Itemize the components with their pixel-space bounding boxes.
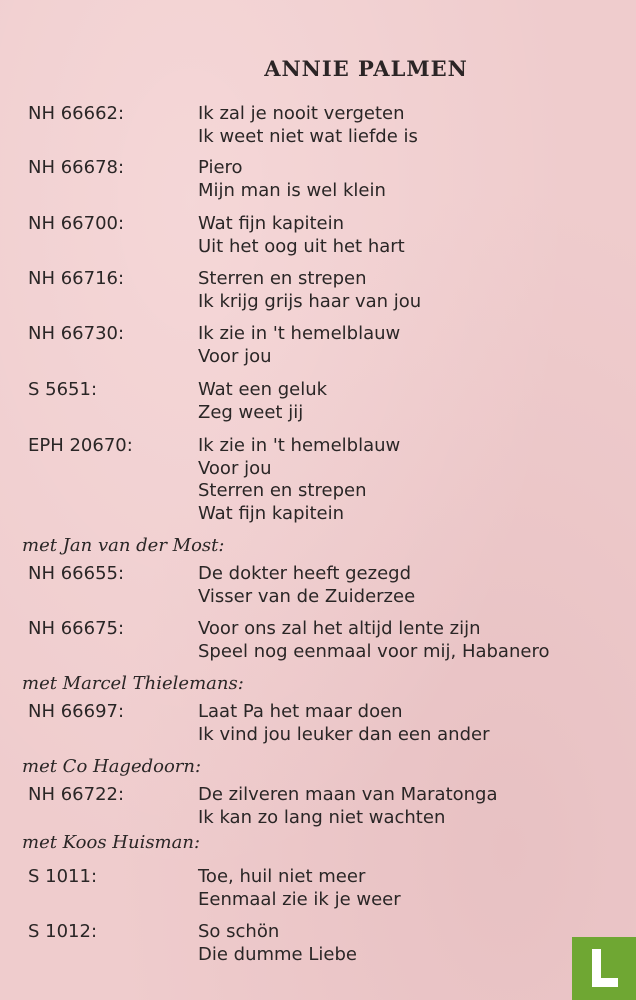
- song-title: Voor ons zal het altijd lente zijn: [198, 618, 481, 639]
- song-title: Ik zal je nooit vergeten: [198, 103, 405, 124]
- section-heading: met Co Hagedoorn:: [22, 756, 202, 777]
- catalog-number: S 1011:: [28, 866, 98, 887]
- song-list: [198, 268, 421, 313]
- section-heading: met Koos Huisman:: [22, 832, 201, 853]
- catalog-number: NH 66697:: [28, 701, 125, 722]
- song-title: Zeg weet jij: [198, 401, 304, 423]
- lastdodo-logo: [572, 937, 636, 1000]
- song-list: [198, 701, 489, 746]
- song-list: [198, 323, 400, 368]
- catalog-number: NH 66700:: [28, 213, 125, 234]
- song-title: Die dumme Liebe: [198, 943, 357, 965]
- page-title: ANNIE PALMEN: [264, 56, 468, 81]
- song-title: Ik zie in 't hemelblauw: [198, 435, 401, 456]
- song-title: Piero: [198, 157, 243, 178]
- song-title: Wat een geluk: [198, 379, 328, 400]
- catalog-number: S 5651:: [28, 379, 98, 400]
- catalog-number: NH 66730:: [28, 323, 125, 344]
- catalog-number: EPH 20670:: [28, 435, 133, 456]
- song-title: Wat fijn kapitein: [198, 213, 345, 234]
- catalog-number: NH 66662:: [28, 103, 125, 124]
- song-title: Uit het oog uit het hart: [198, 235, 405, 257]
- song-title: Ik zie in 't hemelblauw: [198, 323, 401, 344]
- catalog-number: NH 66655:: [28, 563, 125, 584]
- song-list: [198, 435, 400, 525]
- song-title: Ik vind jou leuker dan een ander: [198, 723, 490, 745]
- song-list: [198, 563, 415, 608]
- song-title: Speel nog eenmaal voor mij, Habanero: [198, 640, 550, 662]
- song-title: So schön: [198, 921, 280, 942]
- song-list: [198, 618, 549, 663]
- catalog-number: NH 66722:: [28, 784, 125, 805]
- song-title: Toe, huil niet meer: [198, 866, 366, 887]
- song-title: Laat Pa het maar doen: [198, 701, 403, 722]
- song-list: [198, 157, 386, 202]
- catalog-number: NH 66675:: [28, 618, 125, 639]
- song-title: Voor jou: [198, 457, 272, 479]
- section-heading: met Marcel Thielemans:: [22, 673, 244, 694]
- song-list: [198, 784, 498, 829]
- catalog-number: S 1012:: [28, 921, 98, 942]
- song-title: Wat fijn kapitein: [198, 502, 345, 524]
- catalog-number: NH 66716:: [28, 268, 125, 289]
- song-list: [198, 921, 357, 966]
- song-title: Ik krijg grijs haar van jou: [198, 290, 422, 312]
- song-title: Ik weet niet wat liefde is: [198, 125, 418, 147]
- song-title: Sterren en strepen: [198, 480, 367, 501]
- song-title: Voor jou: [198, 345, 272, 367]
- lastdodo-l-icon: [592, 949, 618, 987]
- song-list: [198, 866, 401, 911]
- song-title: Eenmaal zie ik je weer: [198, 888, 401, 910]
- song-title: Sterren en strepen: [198, 268, 367, 289]
- song-title: Visser van de Zuiderzee: [198, 585, 416, 607]
- song-title: De dokter heeft gezegd: [198, 563, 412, 584]
- song-list: [198, 103, 418, 148]
- catalog-number: NH 66678:: [28, 157, 125, 178]
- song-list: [198, 213, 405, 258]
- song-title: Ik kan zo lang niet wachten: [198, 806, 446, 828]
- song-title: De zilveren maan van Maratonga: [198, 784, 498, 805]
- song-list: [198, 379, 327, 424]
- song-title: Mijn man is wel klein: [198, 179, 386, 201]
- section-heading: met Jan van der Most:: [22, 535, 225, 556]
